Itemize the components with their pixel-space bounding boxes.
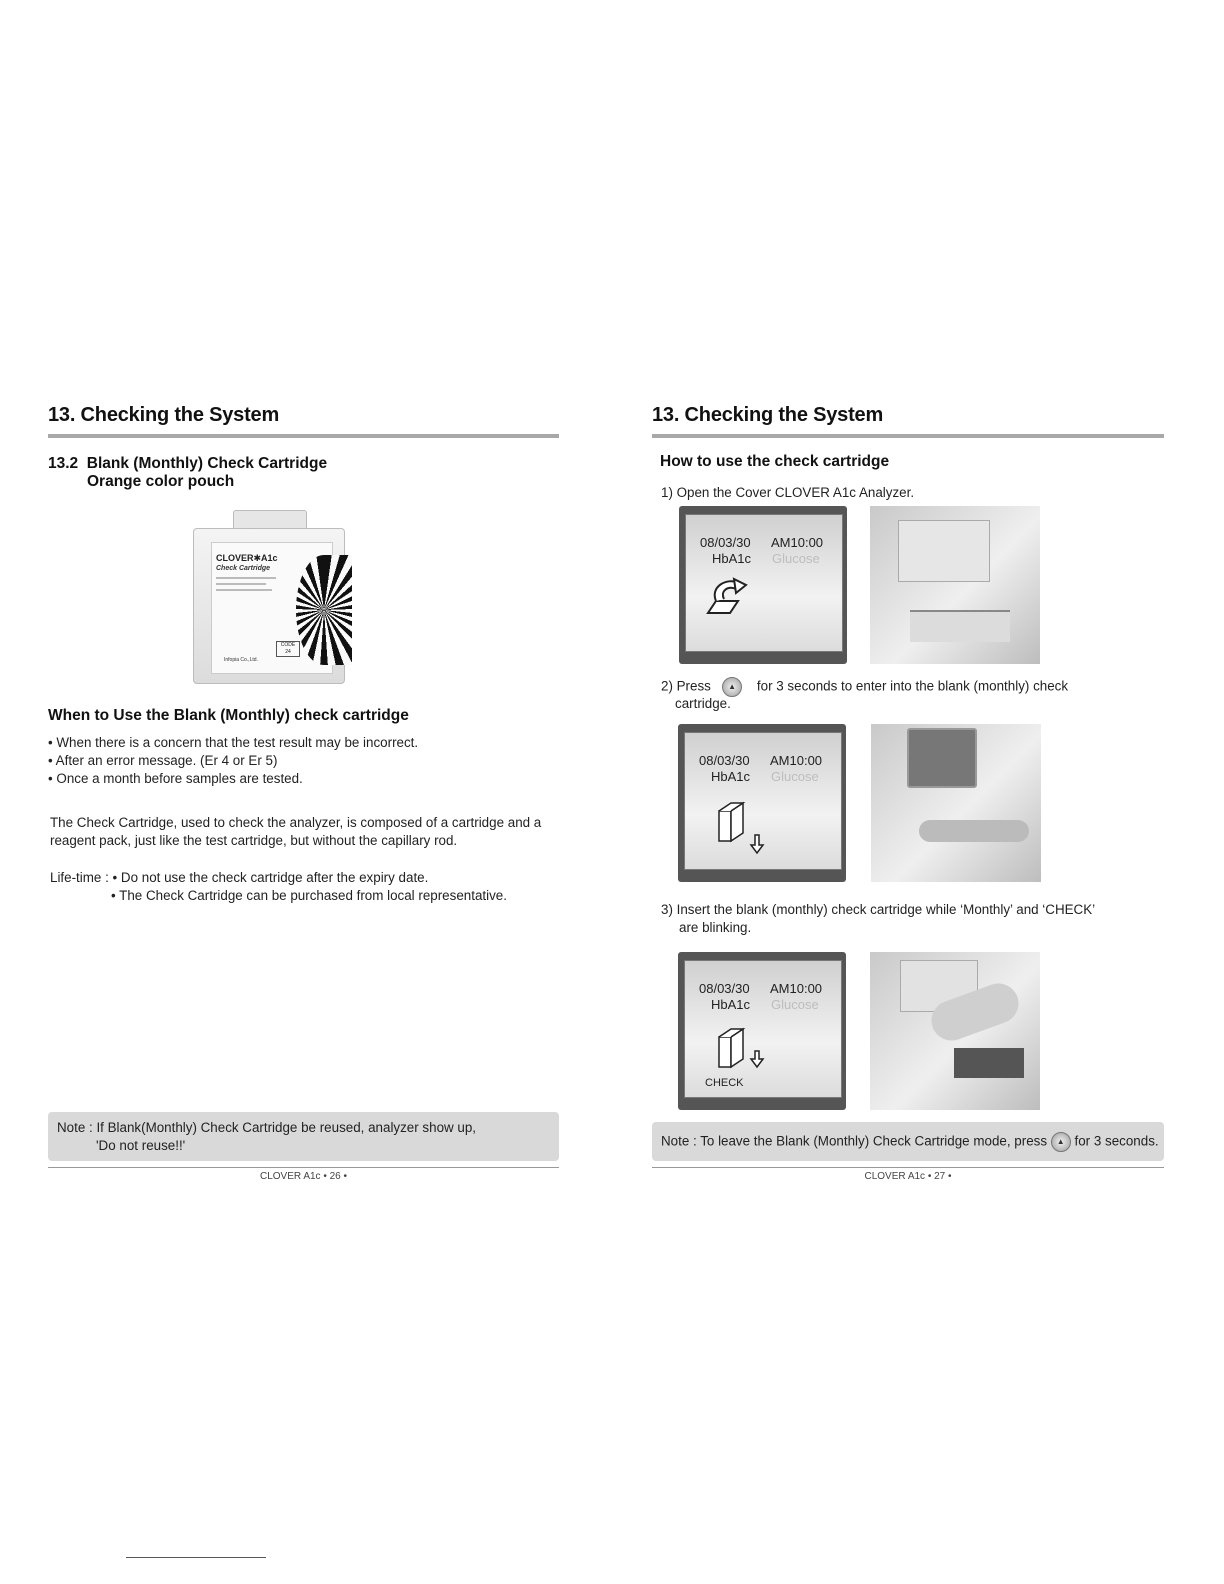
lcd-mode: HbA1c bbox=[711, 997, 751, 1012]
lcd-time: AM10:00 bbox=[770, 981, 823, 996]
up-button-icon: ▲ bbox=[722, 677, 742, 697]
lcd-date: 08/03/30 bbox=[700, 535, 751, 550]
page-title: 13. Checking the System bbox=[48, 404, 280, 426]
analyzer-display bbox=[907, 728, 977, 788]
lcd-date: 08/03/30 bbox=[699, 753, 750, 768]
code-value: 24 bbox=[285, 649, 291, 655]
how-heading: How to use the check cartridge bbox=[660, 453, 890, 470]
section-subtitle: Orange color pouch bbox=[87, 473, 235, 490]
bullet-2: • After an error message. (Er 4 or Er 5) bbox=[48, 753, 278, 768]
paragraph-line-2: reagent pack, just like the test cartridge, but without the capillary rod. bbox=[50, 833, 458, 848]
step-3-line-2: are blinking. bbox=[679, 920, 752, 935]
barcode-wheel bbox=[296, 555, 352, 665]
step-2-line-2: cartridge. bbox=[675, 696, 731, 711]
analyzer-slot bbox=[910, 610, 1010, 642]
product-name: Check Cartridge bbox=[216, 565, 271, 572]
label-line bbox=[216, 589, 272, 591]
step-2-press: 2) Press bbox=[661, 678, 711, 694]
up-button-icon: ▲ bbox=[1051, 1132, 1071, 1152]
step-3-line-1: 3) Insert the blank (monthly) check cartridge while ‘Monthly’ and ‘CHECK’ bbox=[661, 902, 1096, 917]
section-number: 13.2 bbox=[48, 455, 79, 472]
lcd-mode: HbA1c bbox=[711, 769, 751, 784]
lifetime-item-1: • Do not use the check cartridge after the expiry date. bbox=[112, 870, 429, 885]
note-box bbox=[48, 1112, 559, 1161]
lifetime-item-2: • The Check Cartridge can be purchased from local representative. bbox=[111, 888, 507, 903]
note-box bbox=[652, 1122, 1164, 1161]
lcd-check-text: CHECK bbox=[705, 1077, 744, 1089]
bottom-link-underline bbox=[126, 1557, 266, 1558]
check-cartridge-image bbox=[193, 510, 345, 684]
lifetime-label: Life-time : bbox=[50, 870, 113, 885]
cartridge-insert-icon bbox=[715, 795, 775, 861]
photo-press-button bbox=[871, 724, 1041, 882]
lcd-date: 08/03/30 bbox=[699, 981, 750, 996]
lcd-display bbox=[684, 732, 842, 870]
lcd-mode-glucose: Glucose bbox=[771, 997, 819, 1012]
page-title: 13. Checking the System bbox=[652, 404, 884, 426]
footer-rule bbox=[652, 1167, 1164, 1168]
paragraph-line-1: The Check Cartridge, used to check the analyzer, is composed of a cartridge and a bbox=[50, 815, 542, 830]
code-box bbox=[276, 641, 300, 657]
lcd-screen-step-3 bbox=[678, 952, 846, 1110]
footer-rule bbox=[48, 1167, 559, 1168]
lcd-screen-step-2 bbox=[678, 724, 846, 882]
lcd-mode: HbA1c bbox=[712, 551, 752, 566]
photo-insert-cartridge bbox=[870, 952, 1040, 1110]
maker-name: Infopia Co.,Ltd. bbox=[224, 657, 258, 663]
note-text bbox=[661, 1132, 1159, 1152]
lcd-time: AM10:00 bbox=[770, 753, 823, 768]
lifetime-line-1 bbox=[50, 869, 428, 887]
step-2-text: for 3 seconds to enter into the blank (monthly) check bbox=[756, 678, 1069, 694]
note-text-a: Note : To leave the Blank (Monthly) Check Cartridge mode, press bbox=[661, 1133, 1048, 1149]
code-label: CODE bbox=[280, 642, 296, 648]
lcd-display bbox=[685, 514, 843, 652]
cartridge-label bbox=[211, 542, 333, 674]
lcd-display bbox=[684, 960, 842, 1098]
label-line bbox=[216, 577, 276, 579]
section-heading bbox=[48, 455, 327, 473]
lcd-time: AM10:00 bbox=[771, 535, 824, 550]
photo-open-cover bbox=[870, 506, 1040, 664]
label-line bbox=[216, 583, 266, 585]
analyzer-lid bbox=[898, 520, 990, 582]
section-title: Blank (Monthly) Check Cartridge bbox=[86, 455, 328, 472]
right-page bbox=[612, 0, 1224, 1584]
bullet-3: • Once a month before samples are tested. bbox=[48, 771, 303, 786]
lcd-mode-glucose: Glucose bbox=[771, 769, 819, 784]
step-1: 1) Open the Cover CLOVER A1c Analyzer. bbox=[661, 485, 915, 500]
brand-logo: CLOVER✱A1c bbox=[216, 553, 278, 563]
when-heading: When to Use the Blank (Monthly) check cartridge bbox=[48, 707, 409, 724]
note-line-2: 'Do not reuse!!' bbox=[96, 1138, 186, 1153]
finger bbox=[919, 820, 1029, 842]
step-2-line-1 bbox=[661, 677, 1068, 697]
lcd-mode-glucose: Glucose bbox=[772, 551, 820, 566]
page-number: CLOVER A1c • 27 • bbox=[864, 1171, 952, 1182]
note-text-b: for 3 seconds. bbox=[1074, 1133, 1159, 1149]
open-cover-icon bbox=[700, 573, 752, 625]
title-rule bbox=[48, 434, 559, 438]
cartridge-in-slot bbox=[954, 1048, 1024, 1078]
cartridge-insert-icon bbox=[715, 1023, 775, 1075]
title-rule bbox=[652, 434, 1164, 438]
note-line-1: Note : If Blank(Monthly) Check Cartridge be reused, analyzer show up, bbox=[57, 1120, 477, 1135]
bullet-1: • When there is a concern that the test result may be incorrect. bbox=[48, 735, 419, 750]
lcd-screen-step-1 bbox=[679, 506, 847, 664]
page-number: CLOVER A1c • 26 • bbox=[259, 1171, 348, 1182]
